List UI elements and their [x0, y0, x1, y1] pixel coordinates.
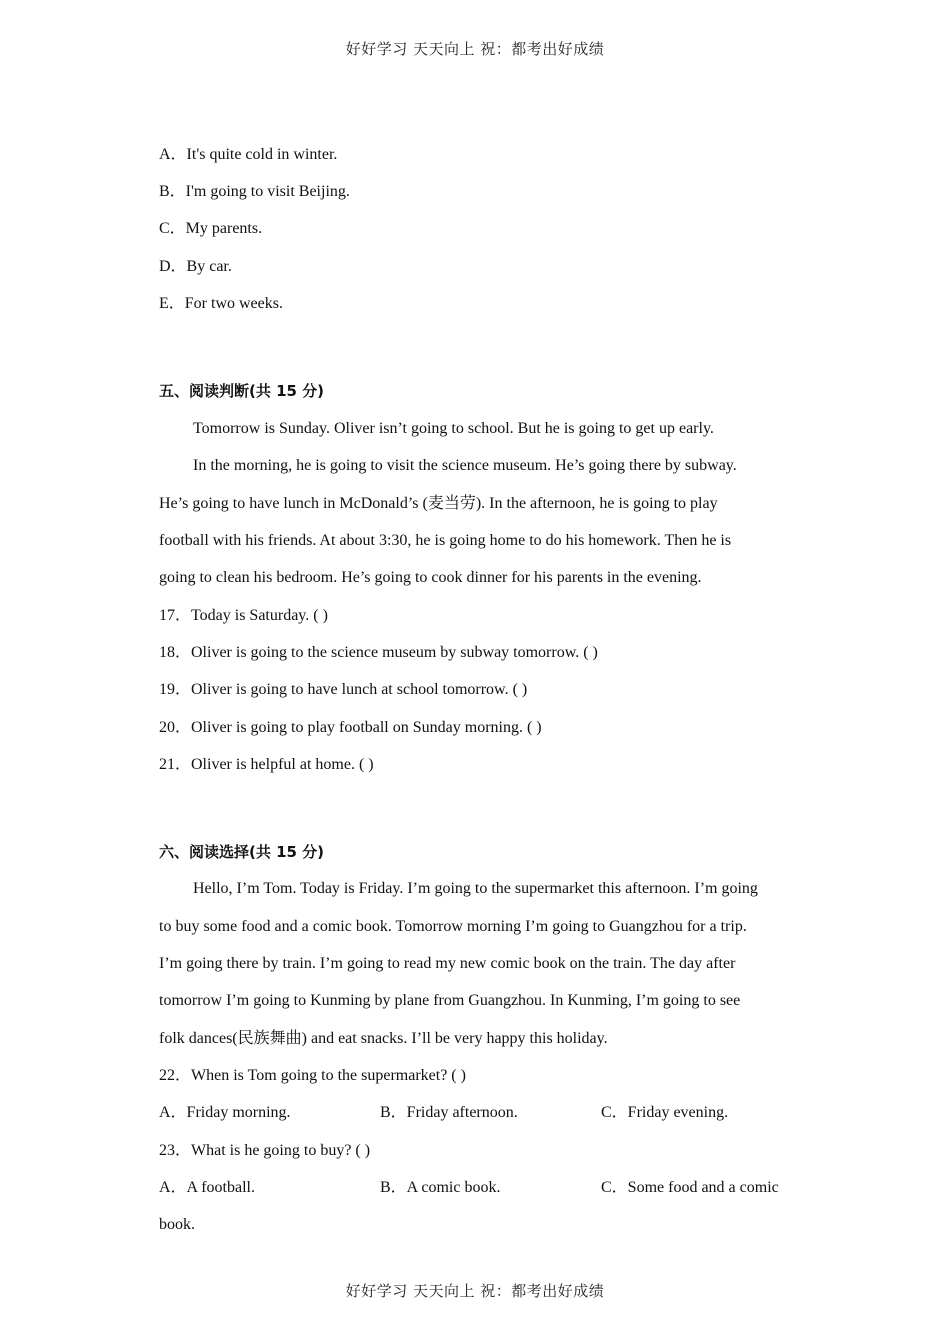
question-23-option-c-continued: book.	[159, 1216, 195, 1233]
section6-passage-line: I’m going there by train. I’m going to read my new comic book on the train. The day after	[159, 955, 736, 972]
option-b: B．I'm going to visit Beijing.	[159, 183, 350, 200]
page-header: 好好学习 天天向上 祝：都考出好成绩	[345, 40, 605, 58]
question-22-option-b: B．Friday afternoon.	[380, 1104, 518, 1121]
section5-passage-line: football with his friends. At about 3:30, he is going home to do his homework. Then he is	[159, 532, 732, 549]
section5-passage-line: Tomorrow is Sunday. Oliver isn’t going to school. But he is going to get up early.	[193, 420, 714, 437]
page-footer: 好好学习 天天向上 祝：都考出好成绩	[345, 1282, 605, 1300]
question-23-option-a: A．A football.	[159, 1179, 255, 1196]
option-d: D．By car.	[159, 258, 232, 275]
question-23-option-c: C．Some food and a comic	[601, 1179, 779, 1196]
question-23-option-b: B．A comic book.	[380, 1179, 501, 1196]
section5-passage-line: going to clean his bedroom. He’s going to cook dinner for his parents in the evening.	[159, 569, 702, 586]
question-21: 21．Oliver is helpful at home. ( )	[159, 756, 374, 773]
section5-heading: 五、阅读判断(共 15 分)	[159, 382, 325, 400]
question-20: 20．Oliver is going to play football on Sunday morning. ( )	[159, 719, 542, 736]
section6-passage-line: to buy some food and a comic book. Tomorrow morning I’m going to Guangzhou for a trip.	[159, 918, 747, 935]
section5-passage-line: In the morning, he is going to visit the science museum. He’s going there by subway.	[193, 457, 737, 474]
section6-heading: 六、阅读选择(共 15 分)	[159, 843, 325, 861]
option-a: A．It's quite cold in winter.	[159, 146, 338, 163]
question-18: 18．Oliver is going to the science museum by subway tomorrow. ( )	[159, 644, 598, 661]
option-c: C．My parents.	[159, 220, 263, 237]
option-e: E．For two weeks.	[159, 295, 283, 312]
section5-passage-line: He’s going to have lunch in McDonald’s (麦当劳). In the afternoon, he is going to play	[159, 495, 718, 512]
question-22-option-a: A．Friday morning.	[159, 1104, 291, 1121]
question-19: 19．Oliver is going to have lunch at school tomorrow. ( )	[159, 681, 528, 698]
question-22-option-c: C．Friday evening.	[601, 1104, 729, 1121]
section6-passage-line: Hello, I’m Tom. Today is Friday. I’m going to the supermarket this afternoon. I’m going	[193, 880, 758, 897]
question-17: 17．Today is Saturday. ( )	[159, 607, 328, 624]
section6-passage-line: folk dances(民族舞曲) and eat snacks. I’ll be very happy this holiday.	[159, 1030, 608, 1047]
question-22: 22．When is Tom going to the supermarket? ( )	[159, 1067, 466, 1084]
section6-passage-line: tomorrow I’m going to Kunming by plane from Guangzhou. In Kunming, I’m going to see	[159, 992, 741, 1009]
question-23: 23．What is he going to buy? ( )	[159, 1142, 371, 1159]
